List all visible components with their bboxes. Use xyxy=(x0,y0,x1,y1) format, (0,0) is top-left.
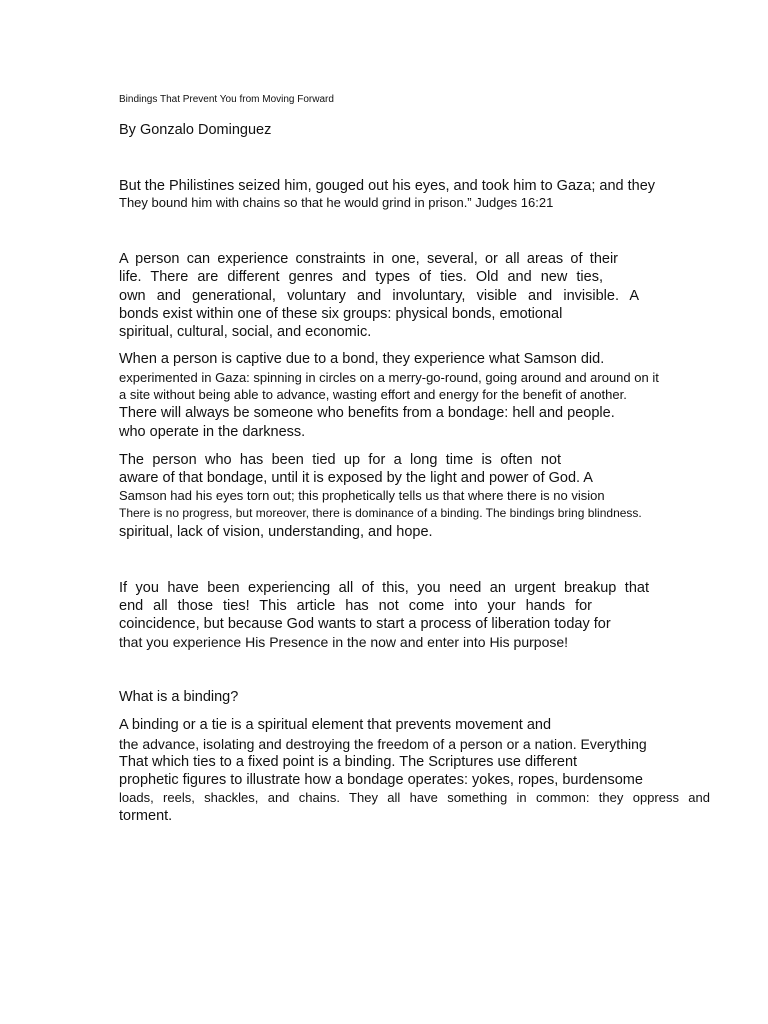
paragraph-line: a site without being able to advance, wasting effort and energy for the benefit of another. xyxy=(119,387,627,402)
paragraph-line: If you have been experiencing all of this, you need an urgent breakup that xyxy=(119,580,649,596)
section-heading: What is a binding? xyxy=(119,689,239,705)
paragraph-line: There will always be someone who benefits from a bondage: hell and people. xyxy=(119,405,615,421)
paragraph-line: spiritual, lack of vision, understanding, and hope. xyxy=(119,524,433,540)
paragraph-line: aware of that bondage, until it is exposed by the light and power of God. A xyxy=(119,470,593,486)
paragraph-line: bonds exist within one of these six groups: physical bonds, emotional xyxy=(119,306,563,322)
paragraph-line: end all those ties! This article has not come into your hands for xyxy=(119,598,592,614)
paragraph-line: life. There are different genres and types of ties. Old and new ties, xyxy=(119,269,603,285)
paragraph-line: spiritual, cultural, social, and economic. xyxy=(119,324,372,340)
paragraph-line: the advance, isolating and destroying the freedom of a person or a nation. Everything xyxy=(119,736,647,752)
paragraph-line: A person can experience constraints in one, several, or all areas of their xyxy=(119,251,618,267)
paragraph-line: Samson had his eyes torn out; this prophetically tells us that where there is no vision xyxy=(119,488,605,503)
epigraph-line: They bound him with chains so that he would grind in prison.” Judges 16:21 xyxy=(119,195,554,210)
paragraph-line: loads, reels, shackles, and chains. They all have something in common: they oppress and xyxy=(119,790,710,805)
paragraph-line: When a person is captive due to a bond, they experience what Samson did. xyxy=(119,351,605,367)
paragraph-line: A binding or a tie is a spiritual element that prevents movement and xyxy=(119,717,552,733)
paragraph-line: who operate in the darkness. xyxy=(119,424,306,440)
epigraph-line: But the Philistines seized him, gouged out his eyes, and took him to Gaza; and they xyxy=(119,178,656,194)
paragraph-line: own and generational, voluntary and involuntary, visible and invisible. A xyxy=(119,288,639,304)
paragraph-line: coincidence, but because God wants to start a process of liberation today for xyxy=(119,616,611,632)
byline: By Gonzalo Dominguez xyxy=(119,122,272,138)
paragraph-line: torment. xyxy=(119,808,173,824)
paragraph-line: The person who has been tied up for a long time is often not xyxy=(119,452,561,468)
paragraph-line: prophetic figures to illustrate how a bondage operates: yokes, ropes, burdensome xyxy=(119,772,643,788)
paragraph-line: That which ties to a fixed point is a binding. The Scriptures use different xyxy=(119,754,578,770)
paragraph-line: experimented in Gaza: spinning in circles on a merry-go-round, going around and around on it xyxy=(119,370,659,385)
paragraph-line: There is no progress, but moreover, there is dominance of a binding. The bindings bring blindness. xyxy=(119,506,642,520)
paragraph-line: that you experience His Presence in the now and enter into His purpose! xyxy=(119,634,569,650)
document-title: Bindings That Prevent You from Moving Forward xyxy=(119,94,334,105)
